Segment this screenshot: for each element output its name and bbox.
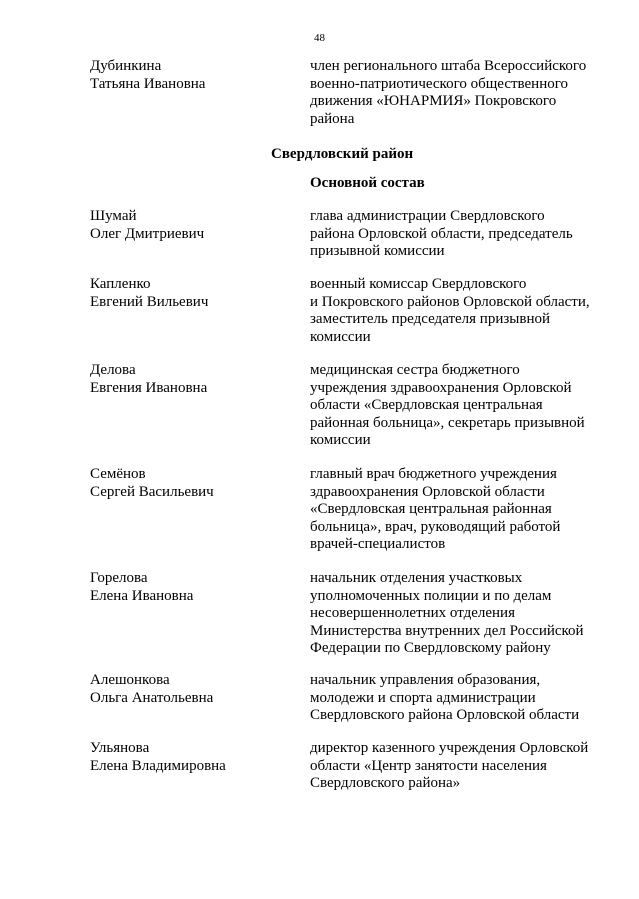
role-line: района: [310, 110, 355, 127]
member-name: [90, 208, 290, 243]
role-line: несовершеннолетних отделения: [310, 605, 515, 621]
member-name: [90, 362, 290, 397]
role-line: врачей-специалистов: [310, 536, 446, 552]
member-name: [90, 740, 290, 775]
role-line: директор казенного учреждения Орловской: [310, 740, 589, 756]
name-line: Евгений Вильевич: [90, 293, 209, 310]
name-line: Ульянова: [90, 740, 150, 756]
member-role: [310, 466, 610, 554]
member-name: [90, 466, 290, 501]
name-line: Ольга Анатольевна: [90, 689, 214, 706]
role-line: заместитель председателя призывной: [310, 311, 550, 327]
role-line: области «Центр занятости населения: [310, 757, 547, 774]
name-line: Семёнов: [90, 466, 146, 482]
role-line: движения «ЮНАРМИЯ» Покровского: [310, 93, 557, 109]
name-line: Олег Дмитриевич: [90, 225, 205, 242]
role-line: член регионального штаба Всероссийского: [310, 58, 587, 74]
role-line: области «Свердловская центральная: [310, 397, 543, 413]
role-line: военно-патриотического общественного: [310, 75, 569, 92]
name-line: Дубинкина: [90, 58, 162, 74]
role-line: военный комиссар Свердловского: [310, 276, 527, 292]
name-line: Делова: [90, 362, 136, 378]
member-name: [90, 58, 290, 93]
section-heading: Основной состав: [310, 175, 425, 191]
name-line: Горелова: [90, 570, 148, 586]
member-role: [310, 362, 610, 450]
role-line: начальник отделения участковых: [310, 570, 523, 586]
role-line: Федерации по Свердловскому району: [310, 640, 551, 656]
role-line: глава администрации Свердловского: [310, 208, 545, 224]
name-line: Капленко: [90, 276, 151, 292]
member-role: [310, 208, 610, 261]
role-line: медицинская сестра бюджетного: [310, 362, 520, 378]
role-line: Свердловского района Орловской области: [310, 707, 580, 723]
name-line: Евгения Ивановна: [90, 379, 208, 396]
member-role: [310, 570, 610, 658]
role-line: Министерства внутренних дел Российской: [310, 622, 584, 639]
role-line: учреждения здравоохранения Орловской: [310, 379, 572, 396]
role-line: начальник управления образования,: [310, 672, 541, 688]
role-line: комиссии: [310, 432, 371, 448]
member-name: [90, 672, 290, 707]
role-line: здравоохранения Орловской области: [310, 483, 545, 500]
name-line: Елена Ивановна: [90, 587, 194, 604]
member-name: [90, 570, 290, 605]
name-line: Елена Владимировна: [90, 757, 226, 774]
role-line: главный врач бюджетного учреждения: [310, 466, 557, 482]
member-role: [310, 276, 610, 346]
role-line: и Покровского районов Орловской области,: [310, 293, 590, 310]
name-line: Шумай: [90, 208, 137, 224]
role-line: районная больница», секретарь призывной: [310, 414, 585, 431]
role-line: молодежи и спорта администрации: [310, 689, 536, 706]
role-line: уполномоченных полиции и по делам: [310, 587, 552, 604]
name-line: Алешонкова: [90, 672, 170, 688]
role-line: «Свердловская центральная районная: [310, 501, 552, 517]
role-line: больница», врач, руководящий работой: [310, 518, 561, 535]
district-heading: Свердловский район: [271, 146, 414, 162]
role-line: призывной комиссии: [310, 243, 445, 259]
member-role: [310, 672, 610, 725]
page-number: 48: [314, 32, 325, 44]
name-line: Сергей Васильевич: [90, 483, 214, 500]
member-role: [310, 740, 610, 793]
role-line: комиссии: [310, 328, 371, 345]
member-name: [90, 276, 290, 311]
role-line: района Орловской области, председатель: [310, 225, 573, 242]
name-line: Татьяна Ивановна: [90, 75, 206, 92]
role-line: Свердловского района»: [310, 775, 461, 791]
member-role: [310, 58, 610, 128]
